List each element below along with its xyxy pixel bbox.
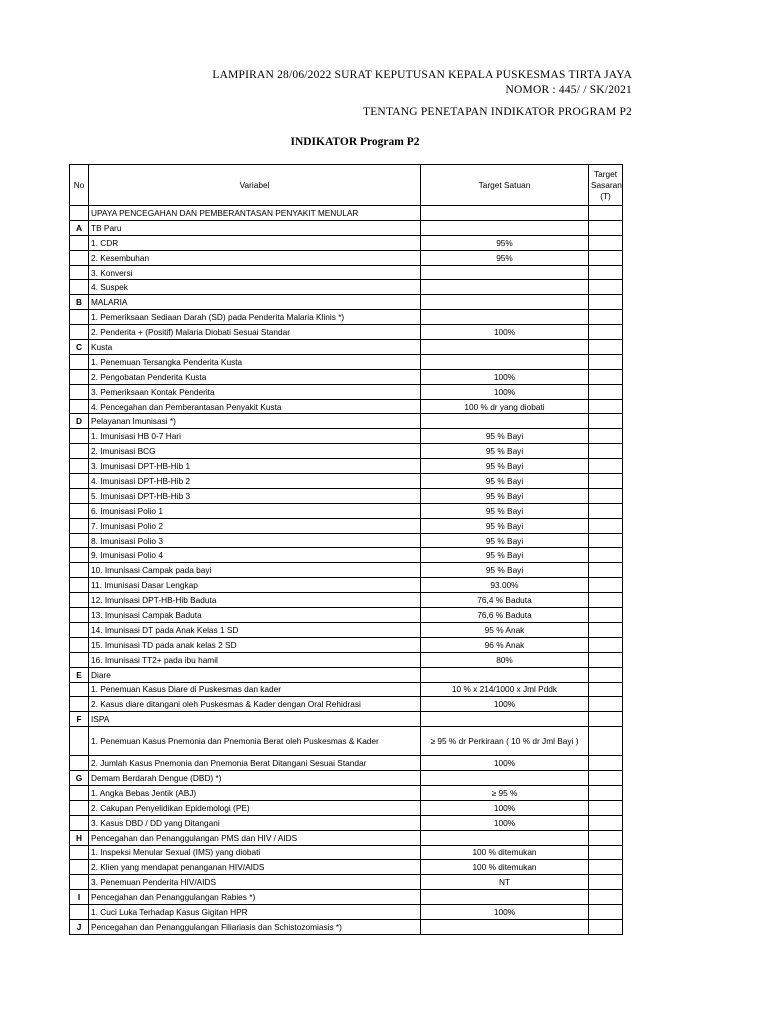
target-sasaran-cell — [589, 830, 623, 845]
variable-cell: 6. Imunisasi Polio 1 — [89, 503, 421, 518]
table-row — [70, 578, 623, 593]
target-sasaran-cell — [589, 220, 623, 235]
row-number — [70, 756, 89, 771]
target-satuan-cell — [421, 354, 589, 369]
row-number — [70, 354, 89, 369]
target-satuan-cell: 80% — [421, 652, 589, 667]
table-row — [70, 785, 623, 800]
table-row — [70, 235, 623, 250]
variable-cell: 1. Angka Bebas Jentik (ABJ) — [89, 785, 421, 800]
column-header-target-sasaran: Target Sasaran (T) — [589, 165, 623, 206]
table-row — [70, 667, 623, 682]
target-satuan-cell: 100 % dr yang diobati — [421, 399, 589, 414]
row-number — [70, 474, 89, 489]
target-sasaran-cell — [589, 414, 623, 429]
target-satuan-cell: 76,4 % Baduta — [421, 593, 589, 608]
table-row — [70, 697, 623, 712]
row-number — [70, 548, 89, 563]
table-row — [70, 280, 623, 295]
table-row — [70, 712, 623, 727]
variable-cell: Pencegahan dan Penanggulangan PMS dan HIV / AIDS — [89, 830, 421, 845]
variable-cell: 3. Pemeriksaan Kontak Penderita — [89, 384, 421, 399]
target-satuan-cell: 95 % Bayi — [421, 563, 589, 578]
target-satuan-cell: 95 % Bayi — [421, 459, 589, 474]
target-satuan-cell — [421, 220, 589, 235]
target-satuan-cell: 100% — [421, 815, 589, 830]
row-number — [70, 503, 89, 518]
target-satuan-cell: 95% — [421, 250, 589, 265]
target-sasaran-cell — [589, 548, 623, 563]
table-row — [70, 429, 623, 444]
target-satuan-cell: ≥ 95 % — [421, 785, 589, 800]
table-row — [70, 340, 623, 355]
row-number: I — [70, 890, 89, 905]
row-number — [70, 815, 89, 830]
target-satuan-cell — [421, 919, 589, 934]
variable-cell: 16. Imunisasi TT2+ pada ibu hamil — [89, 652, 421, 667]
target-sasaran-cell — [589, 518, 623, 533]
target-satuan-cell — [421, 280, 589, 295]
target-sasaran-cell — [589, 384, 623, 399]
table-body — [70, 206, 623, 935]
table-row — [70, 354, 623, 369]
table-row — [70, 533, 623, 548]
row-number — [70, 860, 89, 875]
target-sasaran-cell — [589, 563, 623, 578]
row-number — [70, 697, 89, 712]
header-line-attachment: LAMPIRAN 28/06/2022 SURAT KEPUTUSAN KEPALA PUSKESMAS TIRTA JAYA — [212, 69, 632, 81]
variable-cell: 3. Kasus DBD / DD yang Ditangani — [89, 815, 421, 830]
table-row — [70, 325, 623, 340]
variable-cell: 3. Imunisasi DPT-HB-Hib 1 — [89, 459, 421, 474]
target-sasaran-cell — [589, 771, 623, 786]
header-line-number: NOMOR : 445/ / SK/2021 — [505, 83, 632, 96]
target-satuan-cell — [421, 414, 589, 429]
variable-cell: ISPA — [89, 712, 421, 727]
target-satuan-cell: 95 % Bayi — [421, 474, 589, 489]
target-sasaran-cell — [589, 533, 623, 548]
target-satuan-cell — [421, 890, 589, 905]
table-row — [70, 399, 623, 414]
target-sasaran-cell — [589, 280, 623, 295]
table-row — [70, 727, 623, 756]
target-sasaran-cell — [589, 667, 623, 682]
table-row — [70, 800, 623, 815]
target-satuan-cell: 100 % ditemukan — [421, 845, 589, 860]
table-row — [70, 250, 623, 265]
variable-cell: TB Paru — [89, 220, 421, 235]
target-satuan-cell — [421, 206, 589, 221]
table-row — [70, 608, 623, 623]
row-number: E — [70, 667, 89, 682]
target-satuan-cell: 100% — [421, 756, 589, 771]
target-sasaran-cell — [589, 250, 623, 265]
table-row — [70, 622, 623, 637]
variable-cell: Pencegahan dan Penanggulangan Rabies *) — [89, 890, 421, 905]
row-number: A — [70, 220, 89, 235]
row-number — [70, 250, 89, 265]
target-satuan-cell: 95 % Bayi — [421, 429, 589, 444]
row-number — [70, 369, 89, 384]
variable-cell: 7. Imunisasi Polio 2 — [89, 518, 421, 533]
row-number — [70, 384, 89, 399]
variable-cell: 4. Pencegahan dan Pemberantasan Penyakit Kusta — [89, 399, 421, 414]
target-sasaran-cell — [589, 429, 623, 444]
target-satuan-cell — [421, 771, 589, 786]
variable-cell: 11. Imunisasi Dasar Lengkap — [89, 578, 421, 593]
variable-cell: 2. Cakupan Penyelidikan Epidemologi (PE) — [89, 800, 421, 815]
document-title: INDIKATOR Program P2 — [290, 136, 420, 148]
variable-cell: MALARIA — [89, 295, 421, 310]
row-number — [70, 875, 89, 890]
target-sasaran-cell — [589, 860, 623, 875]
variable-cell: Pencegahan dan Penanggulangan Filiariasis dan Schistozomiasis *) — [89, 919, 421, 934]
target-sasaran-cell — [589, 890, 623, 905]
target-satuan-cell: 93.00% — [421, 578, 589, 593]
row-number: G — [70, 771, 89, 786]
target-satuan-cell — [421, 830, 589, 845]
target-sasaran-cell — [589, 444, 623, 459]
variable-cell: 2. Kesembuhan — [89, 250, 421, 265]
table-row — [70, 845, 623, 860]
row-number — [70, 593, 89, 608]
document-header — [172, 68, 632, 120]
row-number — [70, 235, 89, 250]
row-number: F — [70, 712, 89, 727]
table-row — [70, 637, 623, 652]
target-satuan-cell: 95 % Bayi — [421, 548, 589, 563]
target-satuan-cell: 100% — [421, 905, 589, 920]
target-sasaran-cell — [589, 265, 623, 280]
target-sasaran-cell — [589, 608, 623, 623]
target-sasaran-cell — [589, 340, 623, 355]
row-number — [70, 578, 89, 593]
table-row — [70, 860, 623, 875]
table-row — [70, 488, 623, 503]
variable-cell: 4. Imunisasi DPT-HB-Hib 2 — [89, 474, 421, 489]
row-number — [70, 206, 89, 221]
row-number — [70, 905, 89, 920]
row-number — [70, 325, 89, 340]
target-satuan-cell: NT — [421, 875, 589, 890]
row-number — [70, 637, 89, 652]
target-sasaran-cell — [589, 295, 623, 310]
target-sasaran-cell — [589, 800, 623, 815]
table-row — [70, 890, 623, 905]
target-satuan-cell — [421, 265, 589, 280]
target-sasaran-cell — [589, 905, 623, 920]
variable-cell: 12. Imunisasi DPT-HB-Hib Baduta — [89, 593, 421, 608]
table-row — [70, 310, 623, 325]
row-number — [70, 533, 89, 548]
target-satuan-cell: ≥ 95 % dr Perkiraan ( 10 % dr Jml Bayi ) — [421, 727, 589, 756]
target-sasaran-cell — [589, 354, 623, 369]
variable-cell: 1. Inspeksi Menular Sexual (IMS) yang diobati — [89, 845, 421, 860]
target-satuan-cell: 100% — [421, 369, 589, 384]
row-number — [70, 429, 89, 444]
table-row — [70, 474, 623, 489]
target-sasaran-cell — [589, 652, 623, 667]
table-header-row — [70, 165, 623, 206]
variable-cell: 1. Penemuan Kasus Diare di Puskesmas dan kader — [89, 682, 421, 697]
table-row — [70, 459, 623, 474]
target-sasaran-cell — [589, 503, 623, 518]
table-row — [70, 682, 623, 697]
variable-cell: 4. Suspek — [89, 280, 421, 295]
target-sasaran-cell — [589, 815, 623, 830]
target-satuan-cell: 96 % Anak — [421, 637, 589, 652]
target-sasaran-cell — [589, 727, 623, 756]
target-sasaran-cell — [589, 875, 623, 890]
table-row — [70, 563, 623, 578]
target-satuan-cell — [421, 295, 589, 310]
target-sasaran-cell — [589, 235, 623, 250]
variable-cell: 8. Imunisasi Polio 3 — [89, 533, 421, 548]
target-sasaran-cell — [589, 399, 623, 414]
table-row — [70, 919, 623, 934]
table-row — [70, 652, 623, 667]
target-satuan-cell: 100 % ditemukan — [421, 860, 589, 875]
table-row — [70, 875, 623, 890]
target-satuan-cell: 10 % x 214/1000 x Jml Pddk — [421, 682, 589, 697]
target-satuan-cell — [421, 340, 589, 355]
table-row — [70, 206, 623, 221]
target-sasaran-cell — [589, 712, 623, 727]
target-sasaran-cell — [589, 206, 623, 221]
target-sasaran-cell — [589, 622, 623, 637]
table-row — [70, 756, 623, 771]
row-number — [70, 459, 89, 474]
row-number: H — [70, 830, 89, 845]
target-satuan-cell: 95% — [421, 235, 589, 250]
target-sasaran-cell — [589, 845, 623, 860]
target-sasaran-cell — [589, 637, 623, 652]
row-number: B — [70, 295, 89, 310]
target-sasaran-cell — [589, 325, 623, 340]
variable-cell: Demam Berdarah Dengue (DBD) *) — [89, 771, 421, 786]
variable-cell: 2. Jumlah Kasus Pnemonia dan Pnemonia Berat Ditangani Sesuai Standar — [89, 756, 421, 771]
row-number — [70, 800, 89, 815]
target-satuan-cell: 76,6 % Baduta — [421, 608, 589, 623]
target-sasaran-cell — [589, 578, 623, 593]
variable-cell: 13. Imunisasi Campak Baduta — [89, 608, 421, 623]
variable-cell: 2. Pengobatan Penderita Kusta — [89, 369, 421, 384]
table-row — [70, 414, 623, 429]
target-satuan-cell: 100% — [421, 384, 589, 399]
target-sasaran-cell — [589, 488, 623, 503]
column-header-variabel: Variabel — [89, 165, 421, 206]
table-row — [70, 265, 623, 280]
target-satuan-cell: 95 % Bayi — [421, 503, 589, 518]
table-row — [70, 295, 623, 310]
row-number — [70, 845, 89, 860]
target-sasaran-cell — [589, 474, 623, 489]
target-satuan-cell — [421, 712, 589, 727]
target-sasaran-cell — [589, 459, 623, 474]
row-number — [70, 608, 89, 623]
variable-cell: 15. Imunisasi TD pada anak kelas 2 SD — [89, 637, 421, 652]
target-satuan-cell: 95 % Bayi — [421, 444, 589, 459]
row-number — [70, 622, 89, 637]
target-satuan-cell: 95 % Bayi — [421, 518, 589, 533]
variable-cell: 1. Penemuan Kasus Pnemonia dan Pnemonia Berat oleh Puskesmas & Kader — [89, 727, 421, 756]
table-row — [70, 220, 623, 235]
column-header-no: No — [70, 165, 89, 206]
table-row — [70, 518, 623, 533]
row-number — [70, 518, 89, 533]
target-sasaran-cell — [589, 682, 623, 697]
row-number: J — [70, 919, 89, 934]
row-number — [70, 265, 89, 280]
row-number: D — [70, 414, 89, 429]
row-number — [70, 727, 89, 756]
variable-cell: 1. CDR — [89, 235, 421, 250]
target-satuan-cell: 95 % Anak — [421, 622, 589, 637]
target-satuan-cell: 100% — [421, 697, 589, 712]
header-line-subject: TENTANG PENETAPAN INDIKATOR PROGRAM P2 — [362, 106, 632, 118]
variable-cell: 1. Imunisasi HB 0-7 Hari — [89, 429, 421, 444]
table-row — [70, 548, 623, 563]
target-sasaran-cell — [589, 369, 623, 384]
table-row — [70, 503, 623, 518]
target-satuan-cell: 95 % Bayi — [421, 533, 589, 548]
table-row — [70, 444, 623, 459]
row-number — [70, 310, 89, 325]
variable-cell: 5. Imunisasi DPT-HB-Hib 3 — [89, 488, 421, 503]
table-row — [70, 815, 623, 830]
table-row — [70, 771, 623, 786]
indicator-table — [69, 164, 623, 935]
column-header-target-satuan: Target Satuan — [421, 165, 589, 206]
variable-cell: 9. Imunisasi Polio 4 — [89, 548, 421, 563]
variable-cell: 1. Penemuan Tersangka Penderita Kusta — [89, 354, 421, 369]
target-satuan-cell — [421, 667, 589, 682]
variable-cell: Pelayanan Imunisasi *) — [89, 414, 421, 429]
variable-cell: 2. Kasus diare ditangani oleh Puskesmas & Kader dengan Oral Rehidrasi — [89, 697, 421, 712]
variable-cell: 2. Imunisasi BCG — [89, 444, 421, 459]
row-number — [70, 563, 89, 578]
row-number — [70, 399, 89, 414]
table-row — [70, 593, 623, 608]
row-number — [70, 488, 89, 503]
variable-cell: Kusta — [89, 340, 421, 355]
variable-cell: 2. Klien yang mendapat penanganan HIV/AIDS — [89, 860, 421, 875]
table-row — [70, 369, 623, 384]
target-sasaran-cell — [589, 756, 623, 771]
variable-cell: 10. Imunisasi Campak pada bayi — [89, 563, 421, 578]
variable-cell: 2. Penderita + (Positif) Malaria Diobati Sesuai Standar — [89, 325, 421, 340]
table-row — [70, 830, 623, 845]
table-row — [70, 905, 623, 920]
row-number: C — [70, 340, 89, 355]
variable-cell: 14. Imunisasi DT pada Anak Kelas 1 SD — [89, 622, 421, 637]
variable-cell: 1. Pemeriksaan Sediaan Darah (SD) pada Penderita Malaria Klinis *) — [89, 310, 421, 325]
variable-cell: Diare — [89, 667, 421, 682]
target-sasaran-cell — [589, 697, 623, 712]
target-sasaran-cell — [589, 310, 623, 325]
variable-cell: 3. Konversi — [89, 265, 421, 280]
table-row — [70, 384, 623, 399]
row-number — [70, 785, 89, 800]
row-number — [70, 280, 89, 295]
row-number — [70, 444, 89, 459]
row-number — [70, 652, 89, 667]
variable-cell: UPAYA PENCEGAHAN DAN PEMBERANTASAN PENYAKIT MENULAR — [89, 206, 421, 221]
variable-cell: 1. Cuci Luka Terhadap Kasus Gigitan HPR — [89, 905, 421, 920]
target-satuan-cell: 95 % Bayi — [421, 488, 589, 503]
target-satuan-cell: 100% — [421, 325, 589, 340]
target-sasaran-cell — [589, 593, 623, 608]
target-sasaran-cell — [589, 785, 623, 800]
target-satuan-cell: 100% — [421, 800, 589, 815]
row-number — [70, 682, 89, 697]
target-sasaran-cell — [589, 919, 623, 934]
target-satuan-cell — [421, 310, 589, 325]
variable-cell: 3. Penemuan Penderita HIV/AIDS — [89, 875, 421, 890]
